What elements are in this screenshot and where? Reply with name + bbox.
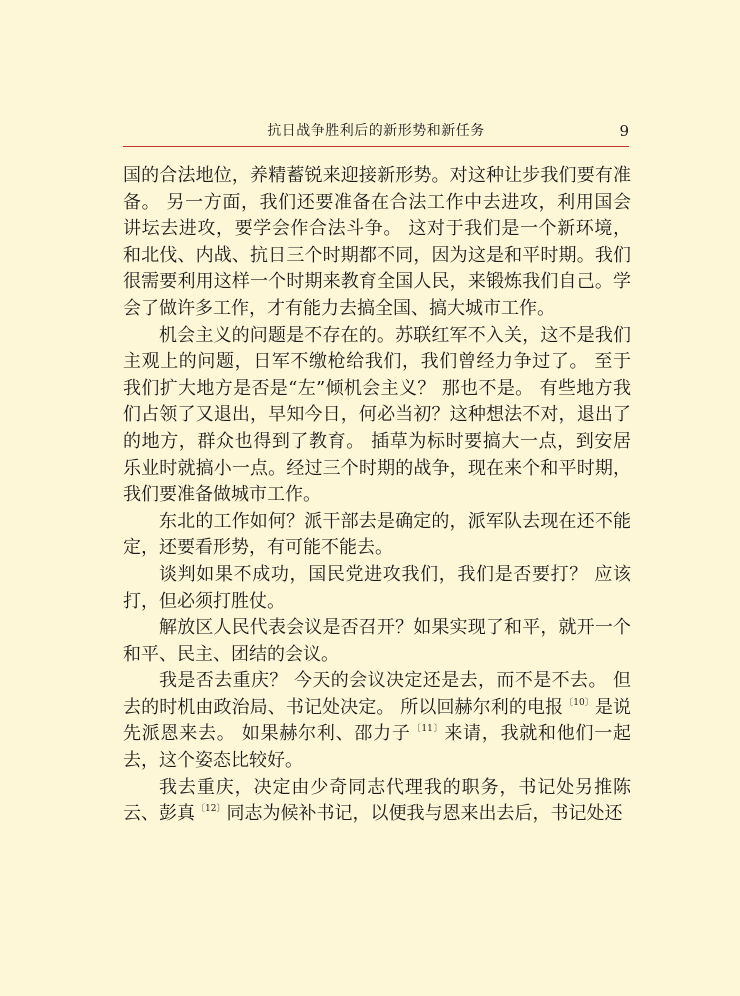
running-header <box>123 121 629 145</box>
page-number: 9 <box>619 122 629 140</box>
paragraph-7-part-2: 同志为候补书记，以便我与恩来出去后，书记处还 <box>226 803 623 825</box>
paragraph-4: 谈判如果不成功，国民党进攻我们，我们是否要打？ 应该打，但必须打胜仗。 <box>123 563 631 612</box>
paragraph-6-part-1: 我是否去重庆？ 今天的会议决定还是去，而不是不去。 但去的时机由政治局、书记处决定。 所以回赫尔利的电报 <box>123 670 631 718</box>
paragraph-1: 国的合法地位，养精蓄锐来迎接新形势。对这种让步我们要有准备。 另一方面，我们还要准备在合法工作中去进攻，利用国会讲坛去进攻，要学会作合法斗争。 这对于我们是一个新环境，和北伐、内战、抗日三个时期都不同，因为这是和平时期。我们很需要利用这样一个时期来教育全国人民，来锻炼我们自己。学会了做许多工作，才有能力去搞全国、搞大城市工作。 <box>123 165 631 319</box>
paragraph-6-part-3: 来请，我就和他们一起去，这个姿态比较好。 <box>123 723 632 772</box>
header-rule <box>123 146 629 147</box>
paragraph-2: 机会主义的问题是不存在的。苏联红军不入关，这不是我们主观上的问题，日军不缴枪给我们，我们曾经力争过了。 至于我们扩大地方是否是“左”倾机会主义？ 那也不是。 有些地方我们占领了又退出，早知今日，何必当初？这种想法不对，退出了的地方，群众也得到了教育。 插草为标时要搞大一点，到安居乐业时就搞小一点。经过三个时期的战争，现在来个和平时期，我们要准备做城市工作。 <box>123 324 631 506</box>
footnote-ref-10[interactable]: 〔10〕 <box>564 697 594 708</box>
paragraph-6-part-2: 是说先派恩来去。 如果赫尔利、邵力子 <box>123 696 632 745</box>
paragraph-6 <box>123 668 631 774</box>
paragraph-7-part-1: 我去重庆，决定由少奇同志代理我的职务，书记处另推陈云、彭真 <box>123 776 631 825</box>
footnote-ref-11[interactable]: 〔11〕 <box>411 724 444 735</box>
running-header-title: 抗日战争胜利后的新形势和新任务 <box>267 123 485 139</box>
paragraph-3: 东北的工作如何？派干部去是确定的，派军队去现在还不能定，还要看形势，有可能不能去。 <box>123 510 631 559</box>
body-text <box>123 163 631 828</box>
footnote-ref-12[interactable]: 〔12〕 <box>196 804 226 815</box>
paragraph-5: 解放区人民代表会议是否召开？如果实现了和平，就开一个和平、民主、团结的会议。 <box>123 617 631 665</box>
paragraph-7 <box>123 775 631 828</box>
